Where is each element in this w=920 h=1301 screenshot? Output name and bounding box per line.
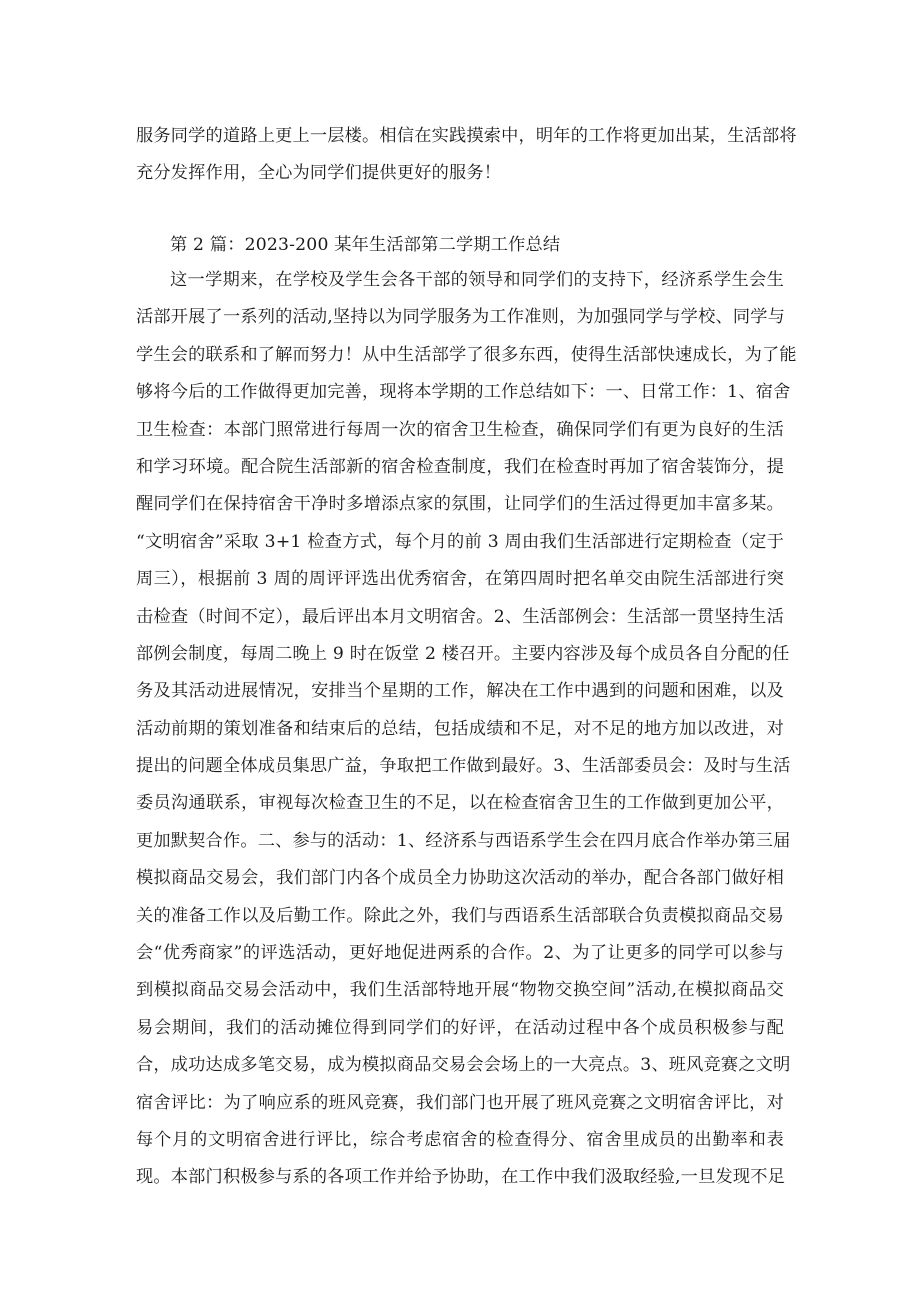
body-paragraph — [136, 262, 797, 1197]
body-line: 周三），根据前 3 周的周评评选出优秀宿舍，在第四周时把名单交由院生活部进行突 — [136, 569, 784, 590]
body-line: 提出的问题全体成员集思广益，争取把工作做到最好。3、生活部委员会：及时与生活 — [136, 756, 791, 777]
body-line: 每个月的文明宿舍进行评比，综合考虑宿舍的检查得分、宿舍里成员的出勤率和表 — [136, 1129, 784, 1150]
body-line: 活动前期的策划准备和结束后的总结，包括成绩和不足，对不足的地方加以改进，对 — [136, 718, 784, 739]
body-line: 合，成功达成多笔交易，成为模拟商品交易会会场上的一大亮点。3、班风竞赛之文明 — [136, 1055, 791, 1076]
body-line: 这一学期来，在学校及学生会各干部的领导和同学们的支持下，经济系学生会生 — [170, 270, 784, 290]
intro-line: 服务同学的道路上更上一层楼。相信在实践摸索中，明年的工作将更加出某，生活部将 — [136, 126, 797, 146]
body-line: 更加默契合作。二、参与的活动：1、经济系与西语系学生会在四月底合作举办第三届 — [136, 830, 791, 851]
body-line: 够将今后的工作做得更加完善，现将本学期的工作总结如下：一、日常工作：1、宿舍 — [136, 382, 791, 403]
intro-paragraph — [136, 118, 797, 193]
section-heading-block — [136, 227, 784, 264]
body-line: “文明宿舍”采取 3+1 检查方式，每个月的前 3 周由我们生活部进行定期检查（定于 — [136, 531, 784, 552]
body-line: 现。本部门积极参与系的各项工作并给予协助，在工作中我们汲取经验,一旦发现不足 — [136, 1167, 786, 1188]
body-line: 宿舍评比：为了响应系的班风竞赛，我们部门也开展了班风竞赛之文明宿舍评比，对 — [136, 1092, 784, 1113]
body-line: 易会期间，我们的活动摊位得到同学们的好评，在活动过程中各个成员积极参与配 — [136, 1017, 784, 1038]
body-line: 到模拟商品交易会活动中，我们生活部特地开展“物物交换空间”活动,在模拟商品交 — [136, 980, 784, 1001]
intro-line: 充分发挥作用，全心为同学们提供更好的服务！ — [136, 163, 502, 184]
body-line: 关的准备工作以及后勤工作。除此之外，我们与西语系生活部联合负责模拟商品交易 — [136, 905, 784, 926]
body-line: 活部开展了一系列的活动,坚持以为同学服务为工作准则，为加强同学与学校、同学与 — [136, 307, 786, 328]
body-line: 会“优秀商家”的评选活动，更好地促进两系的合作。2、为了让更多的同学可以参与 — [136, 943, 784, 964]
body-line: 和学习环境。配合院生活部新的宿舍检查制度，我们在检查时再加了宿舍装饰分，提 — [136, 456, 784, 477]
body-line: 模拟商品交易会，我们部门内各个成员全力协助这次活动的举办，配合各部门做好相 — [136, 868, 784, 889]
section-heading: 第 2 篇：2023-200 某年生活部第二学期工作总结 — [170, 235, 561, 255]
body-line: 委员沟通联系，审视每次检查卫生的不足，以在检查宿舍卫生的工作做到更加公平， — [136, 793, 784, 814]
body-line: 务及其活动进展情况，安排当个星期的工作，解决在工作中遇到的问题和困难，以及 — [136, 681, 784, 702]
body-line: 学生会的联系和了解而努力！从中生活部学了很多东西，使得生活部快速成长，为了能 — [136, 344, 797, 365]
body-line: 醒同学们在保持宿舍干净时多增添点家的氛围，让同学们的生活过得更加丰富多某。 — [136, 494, 784, 515]
body-line: 卫生检查：本部门照常进行每周一次的宿舍卫生检查，确保同学们有更为良好的生活 — [136, 419, 784, 440]
body-line: 部例会制度，每周二晚上 9 时在饭堂 2 楼召开。主要内容涉及每个成员各自分配的任 — [136, 643, 790, 664]
body-line: 击检查（时间不定），最后评出本月文明宿舍。2、生活部例会：生活部一贯坚持生活 — [136, 606, 784, 627]
